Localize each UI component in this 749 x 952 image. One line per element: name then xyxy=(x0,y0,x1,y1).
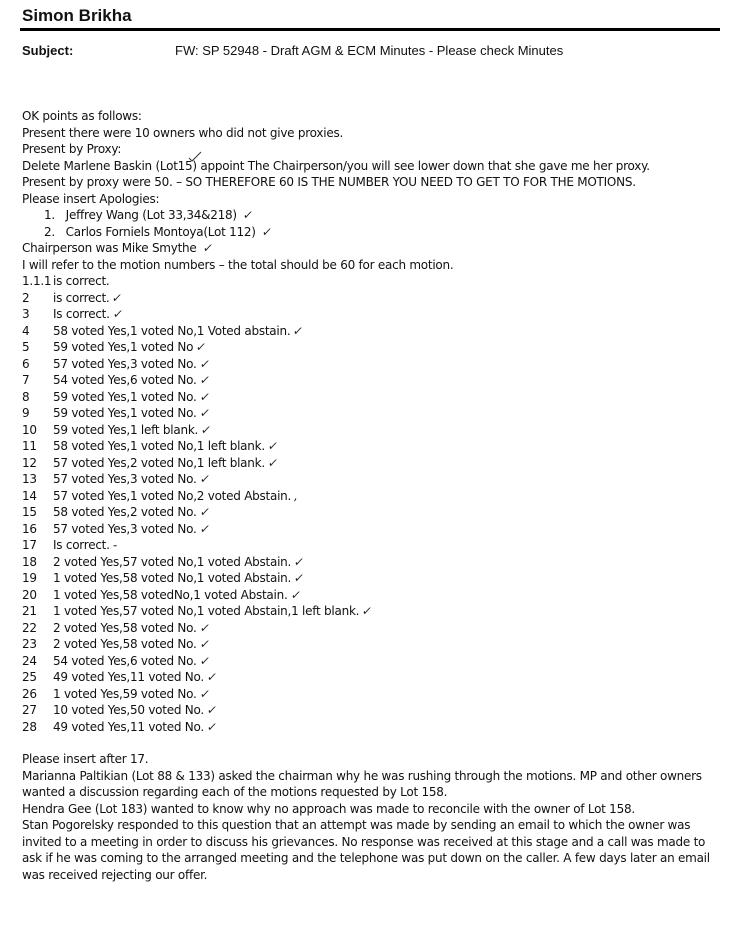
motion-result: Is correct. xyxy=(53,307,110,321)
motion-number: 15 xyxy=(22,505,37,519)
motions-list xyxy=(22,273,722,735)
motion-row xyxy=(22,356,722,373)
handwritten-tick: ✓ xyxy=(198,373,211,387)
motion-result: 54 voted Yes,6 voted No. xyxy=(53,373,197,387)
handwritten-tick: ✓ xyxy=(198,686,211,701)
handwritten-tick: ✓ xyxy=(205,703,219,717)
motion-row xyxy=(22,636,722,653)
motion-number: 7 xyxy=(22,373,30,387)
motion-number: 14 xyxy=(22,488,37,503)
motion-row xyxy=(22,389,722,406)
motion-result: 57 voted Yes,3 voted No. xyxy=(53,356,197,371)
handwritten-tick: ✓ xyxy=(266,439,279,453)
chairperson-text: Chairperson was Mike Smythe xyxy=(22,241,197,255)
motion-number: 27 xyxy=(22,703,37,717)
subject-value: FW: SP 52948 - Draft AGM & ECM Minutes - Please check Minutes xyxy=(175,43,564,58)
motion-number: 13 xyxy=(22,472,37,486)
motion-result: 1 voted Yes,58 votedNo,1 voted Abstain. xyxy=(53,587,288,602)
handwritten-tick: ✓ xyxy=(242,208,255,222)
motion-number: 25 xyxy=(22,670,37,684)
motion-result: 57 voted Yes,3 voted No. xyxy=(53,521,197,536)
motion-row xyxy=(22,719,722,736)
insert-note: Please insert after 17. xyxy=(22,752,149,766)
motion-result: 59 voted Yes,1 voted No. xyxy=(53,389,197,404)
handwritten-tick: ✓ xyxy=(292,571,306,585)
footer-paragraph: Marianna Paltikian (Lot 88 & 133) asked the chairman why he was rushing through the motions. MP and other owners wanted a discussion regarding each of the motions requested by Lot 158. xyxy=(22,768,702,799)
motion-result: 1 voted Yes,58 voted No,1 voted Abstain. xyxy=(53,571,292,585)
motion-row xyxy=(22,570,722,587)
apology-text: Carlos Forniels Montoya(Lot 112) xyxy=(65,224,256,239)
motion-row xyxy=(22,537,722,554)
motion-number: 21 xyxy=(22,604,37,618)
motion-result: 49 voted Yes,11 voted No. xyxy=(53,719,204,734)
handwritten-tick: , xyxy=(292,488,299,503)
handwritten-tick: ✓ xyxy=(198,637,211,651)
motion-result: 54 voted Yes,6 voted No. xyxy=(53,653,197,668)
apology-number: 2. xyxy=(44,224,55,239)
motion-number: 2 xyxy=(22,290,30,305)
motion-number: 26 xyxy=(22,686,37,701)
motion-result: 58 voted Yes,1 voted No,1 Voted abstain. xyxy=(53,323,291,338)
handwritten-tick: ✓ xyxy=(261,224,274,239)
motion-row xyxy=(22,504,722,521)
motion-number: 18 xyxy=(22,554,37,569)
motion-row xyxy=(22,422,722,439)
handwritten-tick: ✓ xyxy=(195,340,208,354)
handwritten-tick: ✓ xyxy=(198,521,211,536)
handwritten-tick: ✓ xyxy=(289,587,302,602)
motion-number: 17 xyxy=(22,538,37,552)
intro-line: Present by Proxy: xyxy=(22,142,122,156)
intro-line: Please insert Apologies: xyxy=(22,191,160,206)
chairperson-line xyxy=(22,240,722,257)
motion-row xyxy=(22,587,722,604)
handwritten-tick: ✓ xyxy=(205,719,219,734)
motion-number: 24 xyxy=(22,653,37,668)
intro-line: Present by proxy were 50. – SO THEREFORE 60 IS THE NUMBER YOU NEED TO GET TO FOR THE MOTIONS. xyxy=(22,175,636,189)
motion-row xyxy=(22,273,722,290)
handwritten-tick: ✓ xyxy=(111,307,124,321)
motion-result: is correct. xyxy=(53,290,110,305)
motion-result: is correct. xyxy=(53,274,110,288)
handwritten-tick: ✓ xyxy=(198,356,211,371)
footer-paragraph: Stan Pogorelsky responded to this question that an attempt was made by sending an email to which the owner was invited to a meeting in order to discuss his grievances. No response was received at this stage and a call was made to ask if he was coming to the arranged meeting and the telephone was put down on the caller. A few days later an email was received rejecting our offer. xyxy=(22,818,710,882)
handwritten-tick: ✓ xyxy=(111,290,124,305)
motion-result: 59 voted Yes,1 voted No xyxy=(53,340,194,354)
handwritten-tick: ✓ xyxy=(198,389,211,404)
apology-item xyxy=(22,207,722,224)
motion-result: 1 voted Yes,57 voted No,1 voted Abstain,1 left blank. xyxy=(53,604,360,618)
motion-number: 12 xyxy=(22,455,37,470)
motion-result: 58 voted Yes,1 voted No,1 left blank. xyxy=(53,439,265,453)
handwritten-tick xyxy=(111,273,114,290)
handwritten-tick: ✓ xyxy=(198,472,211,486)
motion-row xyxy=(22,339,722,356)
motion-number: 8 xyxy=(22,389,30,404)
motion-number: 20 xyxy=(22,587,37,602)
motion-row xyxy=(22,653,722,670)
header-divider xyxy=(20,28,720,31)
motion-row xyxy=(22,455,722,472)
subject-label: Subject: xyxy=(22,43,74,58)
motion-number: 19 xyxy=(22,571,37,585)
handwritten-tick: ✓ xyxy=(198,406,211,420)
motion-row xyxy=(22,405,722,422)
handwritten-tick: ✓ xyxy=(205,670,219,684)
motion-row xyxy=(22,686,722,703)
spacer xyxy=(22,735,722,751)
motion-number: 23 xyxy=(22,637,37,651)
motion-result: 2 voted Yes,58 voted No. xyxy=(53,620,197,635)
footer-paragraph: Hendra Gee (Lot 183) wanted to know why no approach was made to reconcile with the owner of Lot 158. xyxy=(22,801,635,816)
handwritten-tick: ✓ xyxy=(201,241,215,255)
motion-number: 16 xyxy=(22,521,37,536)
motion-number: 6 xyxy=(22,356,30,371)
motion-row xyxy=(22,290,722,307)
motion-result: Is correct. xyxy=(53,538,110,552)
motion-number: 3 xyxy=(22,307,30,321)
intro-line: Present there were 10 owners who did not give proxies. xyxy=(22,125,344,140)
motion-number: 10 xyxy=(22,422,37,437)
motion-number: 4 xyxy=(22,323,30,338)
motion-row xyxy=(22,669,722,686)
motion-result: 59 voted Yes,1 left blank. xyxy=(53,422,199,437)
motion-row xyxy=(22,488,722,505)
motion-number: 11 xyxy=(22,439,37,453)
motion-number: 28 xyxy=(22,719,37,734)
motion-result: 58 voted Yes,2 voted No. xyxy=(53,505,197,519)
motion-result: 1 voted Yes,59 voted No. xyxy=(53,686,197,701)
apology-number: 1. xyxy=(44,208,55,222)
motion-number: 1.1.1 xyxy=(22,274,52,288)
apology-item xyxy=(22,224,722,241)
intro-line: Delete Marlene Baskin (Lot15) appoint The Chairperson/you will see lower down that she gave me her proxy. xyxy=(22,158,650,173)
motion-row xyxy=(22,438,722,455)
motion-result: 2 voted Yes,57 voted No,1 voted Abstain. xyxy=(53,554,292,569)
motion-row xyxy=(22,372,722,389)
motion-row xyxy=(22,702,722,719)
apology-text: Jeffrey Wang (Lot 33,34&218) xyxy=(65,208,237,222)
handwritten-tick: ✓ xyxy=(292,323,305,338)
motion-result: 10 voted Yes,50 voted No. xyxy=(53,703,204,717)
motion-row xyxy=(22,471,722,488)
motion-result: 49 voted Yes,11 voted No. xyxy=(53,670,204,684)
handwritten-tick: ✓ xyxy=(292,554,306,569)
handwritten-tick: ✓ xyxy=(198,505,211,519)
motion-row xyxy=(22,323,722,340)
sender-name: Simon Brikha xyxy=(22,6,132,25)
motion-row xyxy=(22,521,722,538)
motion-result: 57 voted Yes,1 voted No,2 voted Abstain. xyxy=(53,488,292,503)
motion-number: 5 xyxy=(22,340,30,354)
handwritten-tick: ✓ xyxy=(266,455,279,470)
handwritten-tick: ✓ xyxy=(198,620,211,635)
motion-result: 59 voted Yes,1 voted No. xyxy=(53,406,197,420)
motions-intro: I will refer to the motion numbers – the total should be 60 for each motion. xyxy=(22,257,454,272)
motion-number: 22 xyxy=(22,620,37,635)
intro-line: OK points as follows: xyxy=(22,109,142,123)
handwritten-tick: ✓ xyxy=(199,422,213,437)
motion-result: 57 voted Yes,3 voted No. xyxy=(53,472,197,486)
motion-row xyxy=(22,306,722,323)
motion-row xyxy=(22,554,722,571)
handwritten-tick: ✓ xyxy=(198,653,211,668)
motion-row xyxy=(22,603,722,620)
motion-row xyxy=(22,620,722,637)
handwritten-tick: - xyxy=(111,538,119,552)
motion-result: 57 voted Yes,2 voted No,1 left blank. xyxy=(53,455,265,470)
handwritten-tick: ✓ xyxy=(361,604,374,618)
motion-result: 2 voted Yes,58 voted No. xyxy=(53,637,197,651)
motion-number: 9 xyxy=(22,406,30,420)
email-body xyxy=(22,108,722,883)
